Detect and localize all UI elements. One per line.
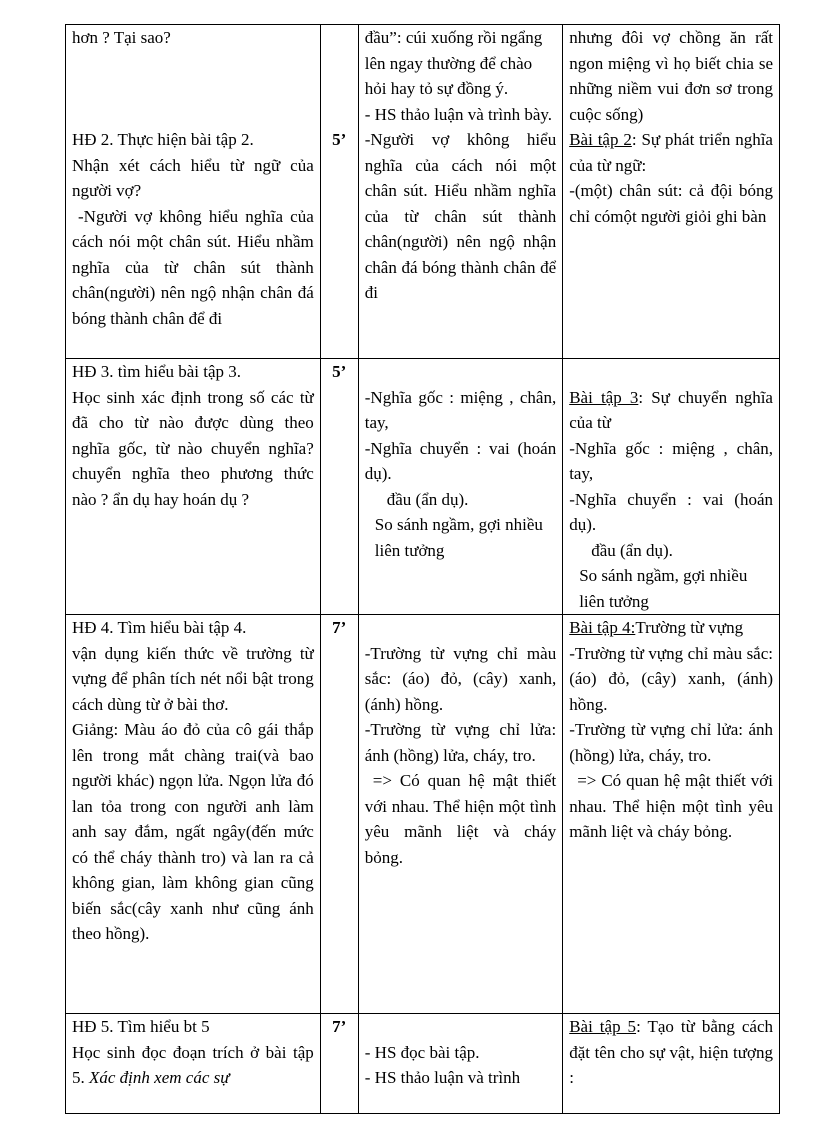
exercise-title: : Tạo từ bằng cách đặt tên cho sự vật, hiện tượng : xyxy=(569,1017,773,1087)
exercise-title: Trường từ vựng xyxy=(635,618,744,637)
student-line: => Có quan hệ mật thiết với nhau. Thể hiện một tình yêu mãnh liệt và cháy bỏng. xyxy=(364,771,557,867)
table-row xyxy=(66,1014,780,1114)
table-row xyxy=(66,359,780,615)
lesson-table xyxy=(65,24,780,1114)
content-line: => Có quan hệ mật thiết với nhau. Thể hiện một tình yêu mãnh liệt và cháy bỏng. xyxy=(569,771,773,841)
activity-text: Học sinh đọc đoạn trích ở bài tập 5. xyxy=(72,1042,314,1087)
student-activity-cell xyxy=(358,359,562,615)
content-line: đầu (ẩn dụ). xyxy=(591,540,673,560)
content-line: So sánh ngầm, gợi nhiều liên tưởng xyxy=(579,566,748,611)
teacher-activity-cell xyxy=(66,1014,321,1114)
activity-explanation: Giảng: Màu áo đỏ của cô gái thắp lên trong mắt chàng trai(và bao người khác) ngọn lửa. Ngọn lửa đó lan tỏa trong con người anh làm anh say đắm, ngất ngây(đến mức có thể cháy thành tro) và lan ra cả không gian, làm không gian cũng biến sắc(cây xanh như cũng ánh theo hồng). xyxy=(72,720,314,943)
student-line: -Nghĩa chuyển : vai (hoán dụ). xyxy=(364,438,557,483)
student-line: - HS thảo luận và trình xyxy=(364,1068,521,1087)
student-activity-cell xyxy=(358,25,562,359)
student-line: -Người vợ không hiểu nghĩa của cách nói một chân sút. Hiểu nhầm nghĩa của từ chân sút thành chân(người) nên ngộ nhận chân đá bóng thành chân để đi xyxy=(364,130,557,302)
lesson-plan-page xyxy=(65,24,780,1086)
activity-heading: HĐ 2. Thực hiện bài tập 2. xyxy=(72,130,254,149)
exercise-label: Bài tập 3 xyxy=(569,387,639,407)
exercise-label: Bài tập 2 xyxy=(569,130,632,149)
time-cell xyxy=(320,25,358,359)
activity-text-italic: Xác định xem các sự xyxy=(89,1068,230,1087)
student-line: -Nghĩa gốc : miệng , chân, tay, xyxy=(364,387,557,432)
activity-text: Học sinh xác định trong số các từ đã cho từ nào được dùng theo nghĩa gốc, từ nào chuyển nghĩa? chuyển nghĩa theo phương thức nào ? ẩn dụ hay hoán dụ ? xyxy=(72,387,314,509)
activity-text: vận dụng kiến thức về trường từ vựng để phân tích nét nổi bật trong cách dùng từ ở bài thơ. xyxy=(72,643,314,714)
time-value: 5’ xyxy=(332,130,347,149)
content-intro: nhưng đôi vợ chồng ăn rất ngon miệng vì họ biết chia se những niềm vui đơn sơ trong cuộc sống) xyxy=(569,28,773,124)
exercise-label: Bài tập 4: xyxy=(569,618,636,637)
activity-heading: HĐ 5. Tìm hiểu bt 5 xyxy=(72,1017,210,1036)
teacher-activity-cell xyxy=(66,359,321,615)
activity-text: Nhận xét cách hiểu từ ngữ của người vợ? xyxy=(72,155,314,200)
exercise-label: Bài tập 5 xyxy=(569,1017,637,1036)
student-intro: đầu”: cúi xuống rồi ngẩng lên ngay thường để chào hỏi hay tỏ sự đồng ý. xyxy=(364,28,543,98)
student-line: -Trường từ vựng chỉ lửa: ánh (hồng) lửa, cháy, tro. xyxy=(364,720,557,765)
student-line: So sánh ngầm, gợi nhiều liên tưởng xyxy=(374,515,543,560)
content-line: -Nghĩa gốc : miệng , chân, tay, xyxy=(569,438,773,483)
teacher-activity-cell xyxy=(66,25,321,359)
exercise-title: : Sự chuyển nghĩa của từ xyxy=(569,387,773,432)
content-cell xyxy=(563,1014,780,1114)
time-value: 7’ xyxy=(332,618,347,637)
activity-heading: HĐ 4. Tìm hiểu bài tập 4. xyxy=(72,618,247,637)
time-cell xyxy=(320,359,358,615)
student-activity-cell xyxy=(358,1014,562,1114)
student-line: đầu (ẩn dụ). xyxy=(386,489,469,509)
time-cell xyxy=(320,615,358,1014)
content-cell xyxy=(563,615,780,1014)
table-row xyxy=(66,615,780,1014)
activity-heading: HĐ 3. tìm hiểu bài tập 3. xyxy=(72,362,242,381)
teacher-activity-cell xyxy=(66,615,321,1014)
time-value: 7’ xyxy=(332,1017,347,1036)
exercise-title: : Sự phát triển nghĩa của từ ngữ: xyxy=(569,130,773,175)
content-line: -(một) chân sút: cả đội bóng chỉ cómột người giỏi ghi bàn xyxy=(569,181,773,226)
student-line: - HS thảo luận và trình bày. xyxy=(364,104,553,124)
activity-answer: -Người vợ không hiểu nghĩa của cách nói một chân sút. Hiểu nhầm nghĩa của từ chân sút thành chân(người) nên ngộ nhận chân đá bóng thành chân để đi xyxy=(72,206,314,328)
student-line: -Trường từ vựng chỉ màu sắc: (áo) đỏ, (cây) xanh, (ánh) hồng. xyxy=(364,643,557,714)
student-line: - HS đọc bài tập. xyxy=(364,1042,480,1062)
table-row xyxy=(66,25,780,359)
time-cell xyxy=(320,1014,358,1114)
content-line: -Trường từ vựng chỉ màu sắc: (áo) đỏ, (cây) xanh, (ánh) hồng. xyxy=(569,643,773,714)
content-line: -Trường từ vựng chỉ lửa: ánh (hồng) lửa, cháy, tro. xyxy=(569,720,773,765)
activity-intro: hơn ? Tại sao? xyxy=(72,28,171,47)
content-line: -Nghĩa chuyển : vai (hoán dụ). xyxy=(569,489,773,534)
content-cell xyxy=(563,25,780,359)
time-value: 5’ xyxy=(332,362,347,381)
student-activity-cell xyxy=(358,615,562,1014)
content-cell xyxy=(563,359,780,615)
